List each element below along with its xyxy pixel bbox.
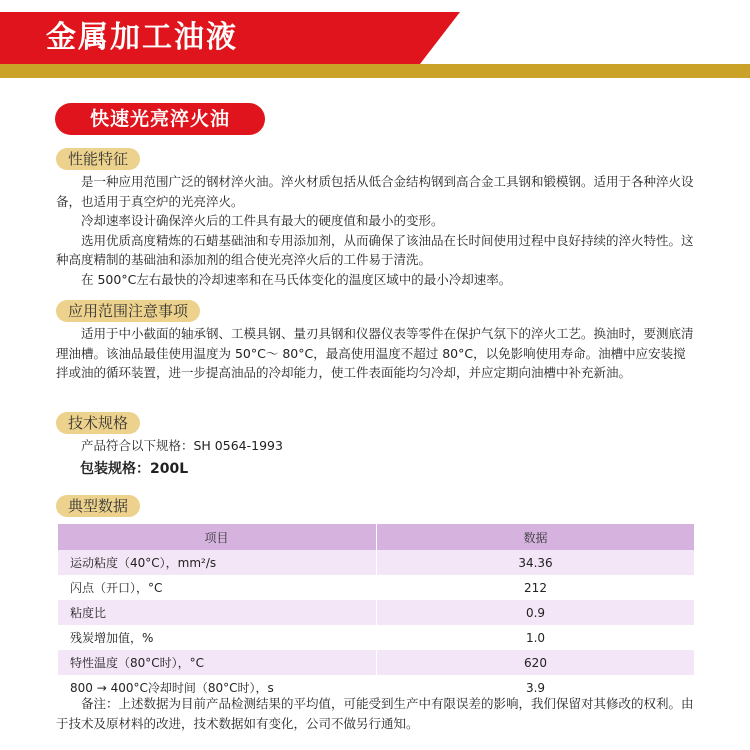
specs-standard: 产品符合以下规格：SH 0564-1993 — [81, 438, 283, 453]
table-cell-value: 1.0 — [377, 625, 695, 650]
disclaimer-text: 备注：上述数据为目前产品检测结果的平均值，可能受到生产中有限误差的影响，我们保留对其修改的权利。由于技术及原材料的改进，技术数据如有变化，公司不做另行通知。 — [56, 696, 694, 731]
table-row — [58, 650, 694, 675]
product-name: 快速光亮淬火油 — [55, 103, 265, 135]
section-title-specs: 技术规格 — [56, 412, 140, 434]
table-row — [58, 550, 694, 575]
specs-text — [56, 436, 696, 456]
header-banner — [0, 0, 750, 92]
table-header-value: 数据 — [377, 524, 695, 550]
table-cell-item: 特性温度（80°C时），°C — [58, 650, 377, 675]
table-cell-item: 粘度比 — [58, 600, 377, 625]
table-cell-value: 620 — [377, 650, 695, 675]
usage-text — [56, 324, 696, 383]
features-paragraph: 冷却速率设计确保淬火后的工件具有最大的硬度值和最小的变形。 — [81, 213, 444, 228]
banner-gold-stripe — [0, 64, 750, 78]
table-row — [58, 600, 694, 625]
features-paragraph: 选用优质高度精炼的石蜡基础油和专用添加剂，从而确保了该油品在长时间使用过程中良好持续的淬火特性。这种高度精制的基础油和添加剂的组合使光亮淬火后的工件易于清洗。 — [56, 232, 694, 267]
table-cell-value: 3.9 — [377, 675, 695, 700]
table-header-row — [58, 524, 694, 550]
table-cell-item: 闪点（开口），°C — [58, 575, 377, 600]
features-paragraph: 是一种应用范围广泛的钢材淬火油。淬火材质包括从低合金结构钢到高合金工具钢和锻模钢。适用于各种淬火设备，也适用于真空炉的光亮淬火。 — [56, 174, 694, 209]
typical-data-table — [58, 524, 694, 700]
table-cell-value: 212 — [377, 575, 695, 600]
section-title-features: 性能特征 — [56, 148, 140, 170]
table-row — [58, 625, 694, 650]
table-cell-value: 34.36 — [377, 550, 695, 575]
features-paragraph: 在 500°C左右最快的冷却速率和在马氏体变化的温度区域中的最小冷却速率。 — [81, 271, 512, 287]
specs-packaging: 包装规格：200L — [80, 461, 189, 477]
table-cell-item: 运动粘度（40°C），mm²/s — [58, 550, 377, 575]
table-cell-value: 0.9 — [377, 600, 695, 625]
banner-slant — [420, 12, 460, 64]
banner-title: 金属加工油液 — [46, 20, 238, 55]
usage-paragraph: 适用于中小截面的轴承钢、工模具钢、量刃具钢和仪器仪表等零件在保护气氛下的淬火工艺。换油时，要测底清理油槽。该油品最佳使用温度为 50°C～ 80°C，最高使用温度不超过 80°C，以免影响使用寿命。油槽中应安装搅拌或油的循环装置，进一步提高油品的冷却能力，使工件表面能均匀冷却，并应定期向油槽中补充新油。 — [56, 326, 694, 380]
features-text — [56, 172, 696, 289]
table-cell-item: 800 → 400°C冷却时间（80°C时），s — [58, 675, 377, 700]
table-header-item: 项目 — [58, 524, 377, 550]
disclaimer-note — [56, 694, 696, 734]
table-cell-item: 残炭增加值，% — [58, 625, 377, 650]
section-title-typical: 典型数据 — [56, 495, 140, 517]
table-row — [58, 575, 694, 600]
section-title-usage: 应用范围注意事项 — [56, 300, 200, 322]
